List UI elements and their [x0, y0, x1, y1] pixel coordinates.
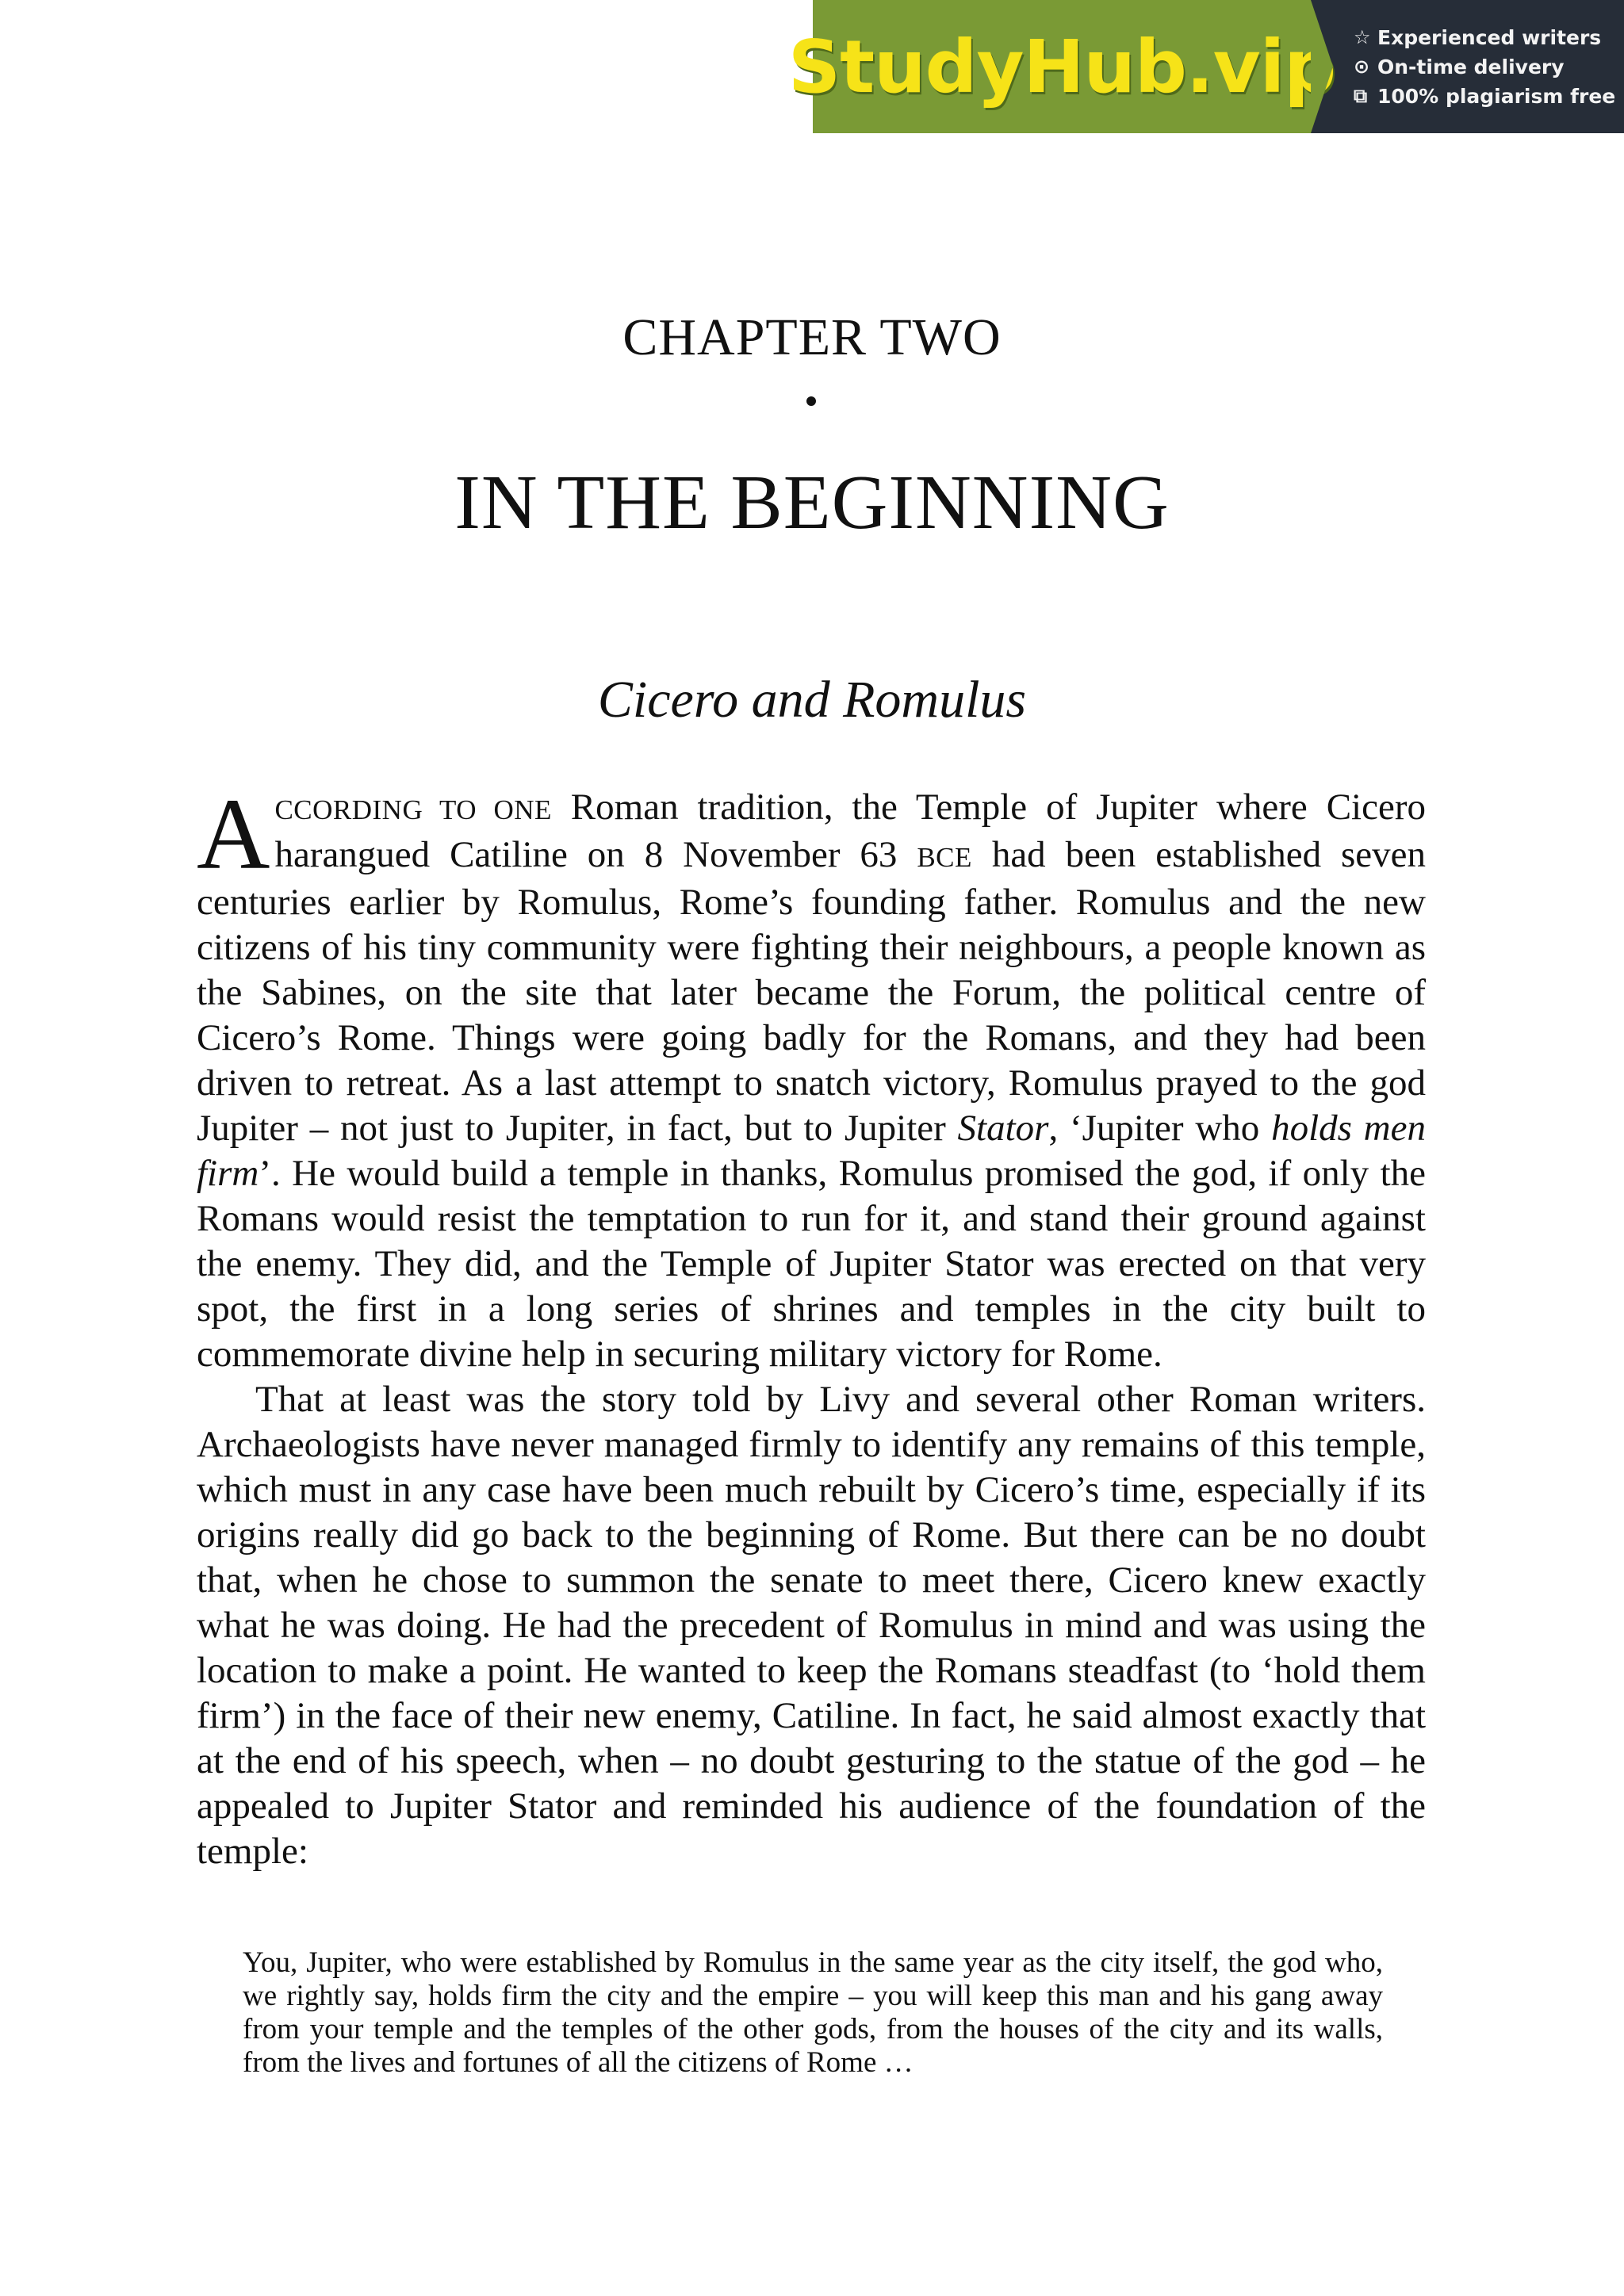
feature-plagiarism-free [1354, 85, 1624, 108]
paragraph-text: , ‘Jupiter who [1048, 1108, 1272, 1149]
paragraph-1 [197, 778, 1426, 1377]
block-quote: You, Jupiter, who were established by Romulus in the same year as the city itself, the god who, we rightly say, holds firm the city and the empire – you will keep this man and his gang away from your temple and the temples of the other gods, from the houses of the city and its walls, from the lives and fortunes of all the citizens of Rome … [243, 1946, 1383, 2079]
feature-label: Experienced writers [1377, 25, 1602, 49]
feature-on-time-delivery [1354, 55, 1624, 78]
paragraph-text: Roman tradition, the Temple of Jupiter where Cicero harangued Catiline on 8 November 63 [274, 786, 1426, 875]
clock-icon: ⊙ [1354, 55, 1370, 78]
feature-label: On-time delivery [1377, 55, 1565, 78]
chapter-label: CHAPTER TWO [622, 308, 1002, 366]
studyhub-logo[interactable] [787, 0, 1336, 133]
studyhub-banner[interactable] [787, 0, 1624, 133]
chapter-title: IN THE BEGINNING [454, 460, 1170, 545]
paragraph-2: That at least was the story told by Livy and several other Roman writers. Archaeologists have never managed firmly to identify any remains of this temple, which must in any case have been much rebuilt by Cicero’s time, especially if its origins really did go back to the beginning of Rome. But there can be no doubt that, when he chose to summon the senate to meet there, Cicero knew exactly what he was doing. He had the precedent of Romulus in mind and was using the location to make a point. He wanted to keep the Romans steadfast (to ‘hold them firm’) in the face of their new enemy, Catiline. In fact, he said almost exactly that at the end of his speech, when – no doubt gesturing to the statue of the god – he appealed to Jupiter Stator and reminded his audience of the foundation of the temple: [197, 1379, 1426, 1872]
feature-label: 100% plagiarism free [1377, 84, 1616, 108]
era-small-caps: BCE [917, 842, 972, 873]
italic-term: holds men firm [197, 1108, 1426, 1194]
drop-cap: A [197, 778, 270, 890]
italic-term: Stator [957, 1108, 1049, 1149]
banner-features [1311, 0, 1624, 133]
body-text [197, 778, 1426, 1874]
feature-experienced-writers [1354, 26, 1624, 49]
copy-icon: ⧉ [1354, 85, 1368, 107]
paragraph-text: ’. He would build a temple in thanks, Romulus promised the god, if only the Romans would resist the temptation to run for it, and stand their ground against the enemy. They did, and the Temple of Jupiter Stator was erected on that very spot, the first in a long series of shrines and temples in the city built to commemorate divine help in securing military victory for Rome. [197, 1153, 1426, 1375]
logo-text: StudyHub.vip [787, 24, 1336, 109]
small-caps-opening: CCORDING TO ONE [274, 794, 552, 825]
paragraph-text: had been established seven centuries earlier by Romulus, Rome’s founding father. Romulus and the new citizens of his tiny community were fighting their neighbours, a people known as the Sabines, on the site that later became the Forum, the political centre of Cicero’s Rome. Things were going badly for the Romans, and they had been driven to retreat. As a last attempt to snatch victory, Romulus prayed to the god Jupiter – not just to Jupiter, in fact, but to Jupiter [197, 834, 1426, 1149]
section-title: Cicero and Romulus [597, 671, 1027, 729]
chapter-divider-dot [806, 396, 816, 406]
star-icon: ☆ [1354, 26, 1371, 48]
